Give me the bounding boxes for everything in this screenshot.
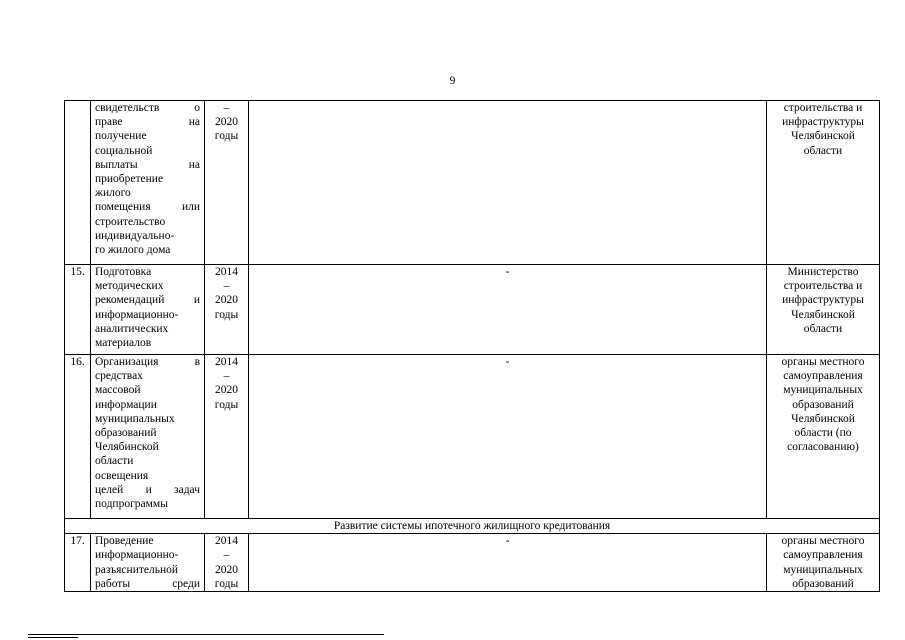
- cell-line: образований: [95, 427, 157, 440]
- expected-result: -: [249, 355, 767, 519]
- cell-line: 2014: [215, 535, 238, 548]
- cell-line-justified: помещения или: [95, 201, 200, 214]
- cell-line: строительства и: [783, 102, 863, 114]
- executor: [767, 534, 880, 592]
- cell-line: согласованию): [787, 441, 859, 454]
- row-number: 16.: [65, 355, 91, 519]
- cell-line: органы местного: [781, 356, 865, 368]
- expected-result: [249, 101, 767, 265]
- cell-line: Министерство: [787, 266, 859, 278]
- executor: [767, 101, 880, 265]
- cell-line: го жилого дома: [95, 244, 171, 257]
- cell-line: информационно-: [95, 549, 179, 562]
- cell-line: муниципальных: [783, 384, 863, 397]
- cell-line: получение: [95, 130, 147, 143]
- cell-line-justified: свидетельств о: [95, 102, 200, 114]
- cell-line: инфраструктуры: [782, 294, 864, 307]
- cell-line: Подготовка: [95, 266, 152, 278]
- table-row: [65, 355, 880, 519]
- cell-line: образований: [792, 398, 854, 411]
- activity-name: [91, 534, 205, 592]
- cell-line: разъяснительной: [95, 563, 179, 576]
- cell-line: 2020: [215, 563, 238, 576]
- cell-line: подпрограммы: [95, 498, 168, 511]
- cell-line: приобретение: [95, 173, 164, 186]
- expected-result: -: [249, 265, 767, 355]
- cell-line: органы местного: [781, 535, 865, 548]
- section-title: Развитие системы ипотечного жилищного кредитования: [65, 519, 880, 534]
- executor: [767, 355, 880, 519]
- cell-line: годы: [214, 130, 239, 143]
- cell-line: –: [223, 280, 230, 293]
- cell-line: –: [223, 370, 230, 383]
- term: [205, 265, 249, 355]
- cell-line: материалов: [95, 337, 152, 350]
- cell-line: социальной: [95, 144, 153, 157]
- cell-line: освещения: [95, 469, 149, 482]
- cell-line: инфраструктуры: [782, 116, 864, 129]
- cell-line: области: [803, 322, 843, 335]
- cell-line: строительства и: [783, 280, 863, 293]
- cell-line: информационно-: [95, 308, 179, 321]
- section-header-row: [65, 519, 880, 534]
- row-number: [65, 101, 91, 265]
- cell-line: области: [95, 455, 134, 468]
- cell-line: муниципальных: [95, 412, 175, 425]
- cell-line: Проведение: [95, 535, 154, 548]
- activity-name: [91, 265, 205, 355]
- executor: [767, 265, 880, 355]
- cell-line: области (по: [794, 427, 852, 440]
- cell-line: области: [803, 144, 843, 157]
- table-row: [65, 534, 880, 592]
- cell-line: годы: [214, 308, 239, 321]
- cell-line-justified: выплаты на: [95, 158, 200, 171]
- cell-line: –: [223, 102, 230, 114]
- cell-line: годы: [214, 398, 239, 411]
- term: [205, 355, 249, 519]
- cell-line-justified: целей и задач: [95, 483, 200, 496]
- table-body: [65, 101, 880, 592]
- cell-line: 2020: [215, 294, 238, 307]
- term: [205, 101, 249, 265]
- activity-name: [91, 355, 205, 519]
- cell-line: Челябинской: [791, 412, 855, 425]
- cell-line-justified: рекомендаций и: [95, 294, 200, 307]
- expected-result: -: [249, 534, 767, 592]
- row-number: 17.: [65, 534, 91, 592]
- cell-line: жилого: [95, 187, 131, 200]
- cell-line: строительство: [95, 215, 166, 228]
- activity-name: [91, 101, 205, 265]
- cell-line-justified: Организация в: [95, 356, 200, 368]
- cell-line: массовой: [95, 384, 141, 397]
- footer-rule-short: [28, 637, 78, 638]
- cell-line-justified: праве на: [95, 116, 200, 129]
- cell-line: Челябинской: [791, 308, 855, 321]
- cell-line: Челябинской: [791, 130, 855, 143]
- cell-line: 2020: [215, 116, 238, 129]
- activities-table: [64, 100, 880, 592]
- cell-line: 2020: [215, 384, 238, 397]
- cell-line: методических: [95, 280, 164, 293]
- row-number: 15.: [65, 265, 91, 355]
- table-row: [65, 101, 880, 265]
- term: [205, 534, 249, 592]
- footer-rule: [28, 634, 384, 635]
- cell-line: самоуправления: [783, 549, 863, 562]
- cell-line: индивидуально-: [95, 229, 175, 242]
- cell-line: средствах: [95, 370, 143, 383]
- cell-line: образований: [792, 577, 854, 590]
- cell-line: –: [223, 549, 230, 562]
- cell-line: аналитических: [95, 322, 169, 335]
- cell-line: Челябинской: [95, 441, 159, 454]
- page-number: 9: [449, 75, 456, 87]
- cell-line-justified: работы среди: [95, 577, 200, 590]
- table-row: [65, 265, 880, 355]
- cell-line: информации: [95, 398, 157, 411]
- cell-line: 2014: [215, 356, 238, 368]
- cell-line: годы: [214, 577, 239, 590]
- cell-line: самоуправления: [783, 370, 863, 383]
- cell-line: муниципальных: [783, 563, 863, 576]
- cell-line: 2014: [215, 266, 238, 278]
